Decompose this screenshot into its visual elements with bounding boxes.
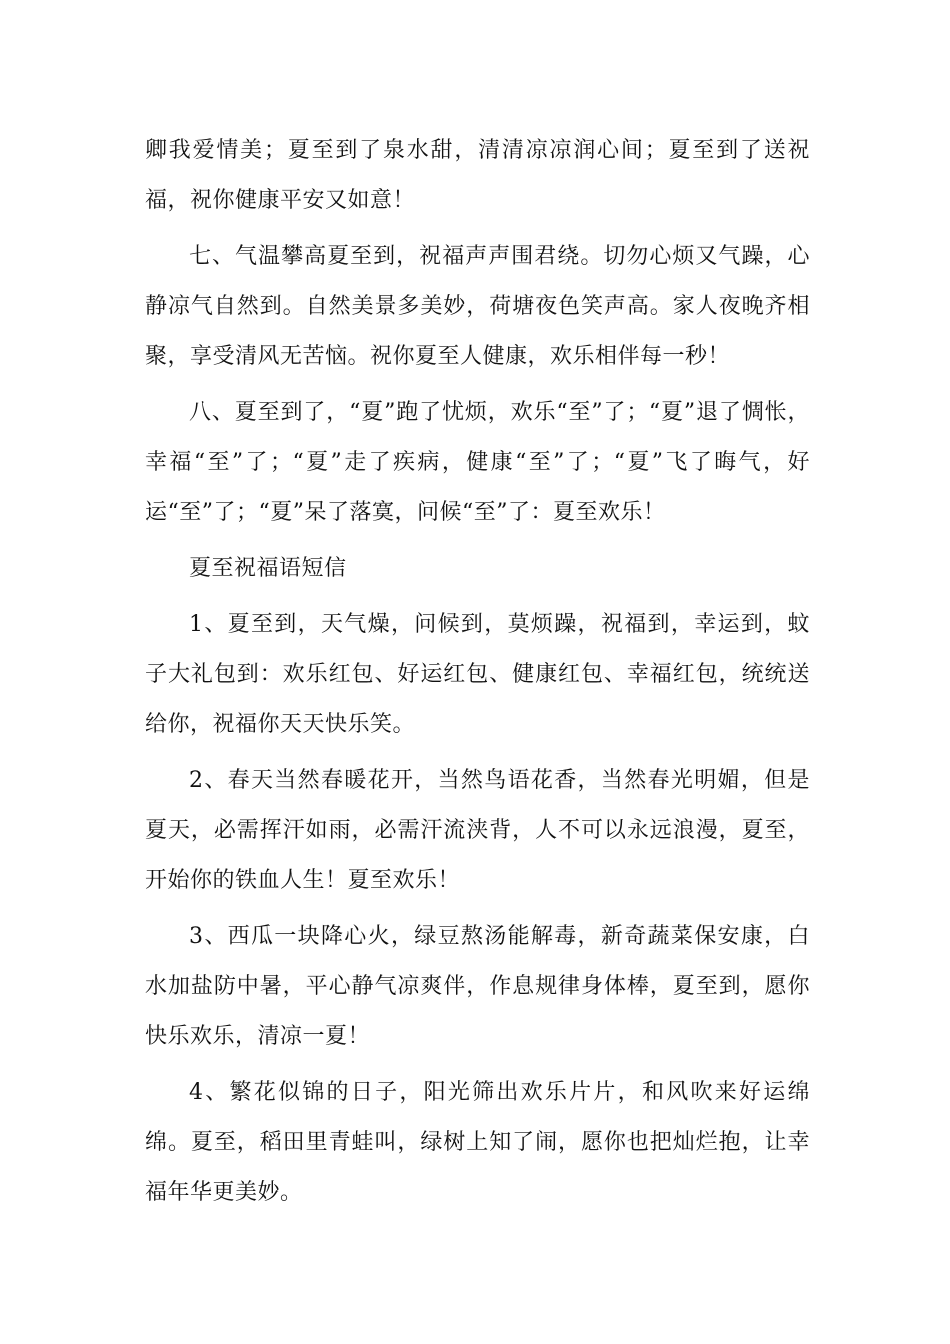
paragraph-seven: 七、气温攀高夏至到，祝福声声围君绕。切勿心烦又气躁，心静凉气自然到。自然美景多美妙，荷塘夜色笑声高。家人夜晚齐相聚，享受清风无苦恼。祝你夏至人健康，欢乐相伴每一秒！ [145,244,810,369]
list-item: 1、夏至到，天气燥，问候到，莫烦躁，祝福到，幸运到，蚊子大礼包到：欢乐红包、好运红包、健康红包、幸福红包，统统送给你，祝福你天天快乐笑。 [145,612,810,737]
list-item: 4、繁花似锦的日子，阳光筛出欢乐片片，和风吹来好运绵绵。夏至，稻田里青蛙叫，绿树上知了闹，愿你也把灿烂抱，让幸福年华更美妙。 [145,1080,810,1205]
list-item: 2、春天当然春暖花开，当然鸟语花香，当然春光明媚，但是夏天，必需挥汗如雨，必需汗流浃背，人不可以永远浪漫，夏至，开始你的铁血人生！夏至欢乐！ [145,768,810,893]
paragraph-eight: 八、夏至到了，“夏”跑了忧烦，欢乐“至”了；“夏”退了惆怅，幸福“至”了；“夏”走了疾病，健康“至”了；“夏”飞了晦气，好运“至”了；“夏”呆了落寞，问候“至”了：夏至欢乐！ [145,400,810,525]
document-page [145,126,810,1224]
list-item: 3、西瓜一块降心火，绿豆熬汤能解毒，新奇蔬菜保安康，白水加盐防中暑，平心静气凉爽伴，作息规律身体棒，夏至到，愿你快乐欢乐，清凉一夏！ [145,924,810,1049]
paragraph-continuation: 卿我爱情美；夏至到了泉水甜，清清凉凉润心间；夏至到了送祝福，祝你健康平安又如意！ [145,138,810,213]
section-heading: 夏至祝福语短信 [189,556,347,581]
